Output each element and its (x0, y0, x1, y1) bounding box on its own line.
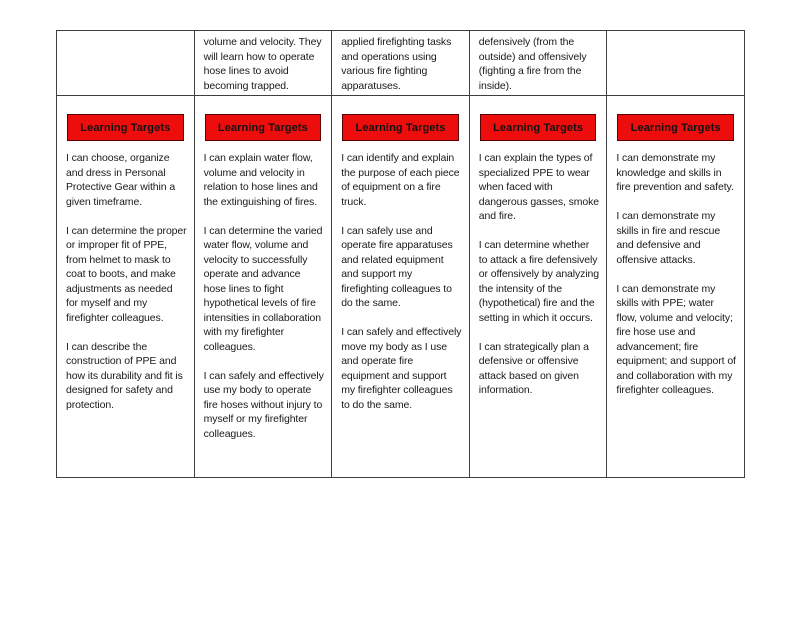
learning-target-statement: I can determine whether to attack a fire defensively or offensively by analyzing the intensity of the (hypothetical) fire and the setting in which it occurs. (478, 239, 600, 324)
learning-targets-header (617, 114, 734, 141)
learning-target-statement: I can strategically plan a defensive or offensive attack based on given information. (478, 340, 589, 396)
description-cell-4 (469, 31, 607, 96)
learning-target-statement: I can safely use and operate fire apparatuses and related equipment and support my firefighting colleagues to do the same. (341, 224, 453, 309)
learning-target-statement: I can safely and effectively move my body as I use and operate fire equipment and support my firefighter colleagues to do the same. (341, 326, 462, 411)
description-cell-2 (194, 31, 332, 96)
description-cell-3 (332, 31, 470, 96)
learning-target-statement: I can demonstrate my knowledge and skills in fire prevention and safety. (616, 152, 734, 193)
learning-targets-header-label: Learning Targets (80, 121, 171, 134)
learning-target-statement: I can identify and explain the purpose of each piece of equipment on a fire truck. (341, 152, 460, 208)
learning-targets-cell-5 (607, 96, 745, 478)
learning-targets-cell-2 (194, 96, 332, 478)
learning-target-statement: I can determine the varied water flow, volume and velocity to successfully operate and advance hose lines to fight hypothetical levels of fire intensities in collaboration with my firefighter colleagues. (203, 224, 323, 353)
learning-targets-header (342, 114, 459, 141)
learning-target-statement: I can explain water flow, volume and velocity in relation to hose lines and the extinguishing of fires. (203, 152, 318, 208)
learning-targets-header (480, 114, 597, 141)
learning-target-statement: I can explain the types of specialized PPE to wear when faced with dangerous gasses, smoke and fire. (478, 152, 600, 222)
learning-targets-table (56, 30, 745, 478)
learning-target-statement: I can demonstrate my skills in fire and rescue and defensive and offensive attacks. (616, 210, 721, 266)
learning-targets-cell-3 (332, 96, 470, 478)
description-cell-5 (607, 31, 745, 96)
learning-targets-header-label: Learning Targets (217, 121, 308, 134)
learning-targets-cell-1 (57, 96, 195, 478)
learning-targets-cell-4 (469, 96, 607, 478)
description-text-1 (57, 31, 194, 35)
learning-targets-header-label: Learning Targets (493, 121, 584, 134)
learning-targets-header (67, 114, 184, 141)
learning-targets-header-label: Learning Targets (630, 121, 721, 134)
description-text-3: applied firefighting tasks and operations using various fire fighting apparatuses. (341, 36, 452, 92)
description-row (57, 31, 745, 96)
learning-target-statement: I can describe the construction of PPE and how its durability and fit is designed for safety and protection. (66, 340, 183, 411)
learning-targets-header-label: Learning Targets (355, 121, 446, 134)
description-text-5 (607, 31, 744, 35)
description-text-4: defensively (from the outside) and offensively (fighting a fire from the inside). (478, 36, 587, 92)
learning-target-statement: I can determine the proper or improper fit of PPE, from helmet to mask to coat to boots, and make adjustments as needed for myself and my firefighter colleagues. (66, 224, 187, 324)
description-cell-1 (57, 31, 195, 96)
learning-target-statement: I can safely and effectively use my body to operate fire hoses without injury to myself or my firefighter colleagues. (203, 369, 324, 440)
learning-targets-row (57, 96, 745, 478)
learning-targets-header (205, 114, 322, 141)
learning-target-statement: I can choose, organize and dress in Personal Protective Gear within a given timeframe. (66, 152, 176, 208)
description-text-2: volume and velocity. They will learn how to operate hose lines to avoid becoming trapped. (203, 36, 322, 92)
learning-target-statement: I can demonstrate my skills with PPE; water flow, volume and velocity; fire hose use and advancement; fire equipment; and support of and collaboration with my firefighter colleagues. (616, 282, 736, 396)
